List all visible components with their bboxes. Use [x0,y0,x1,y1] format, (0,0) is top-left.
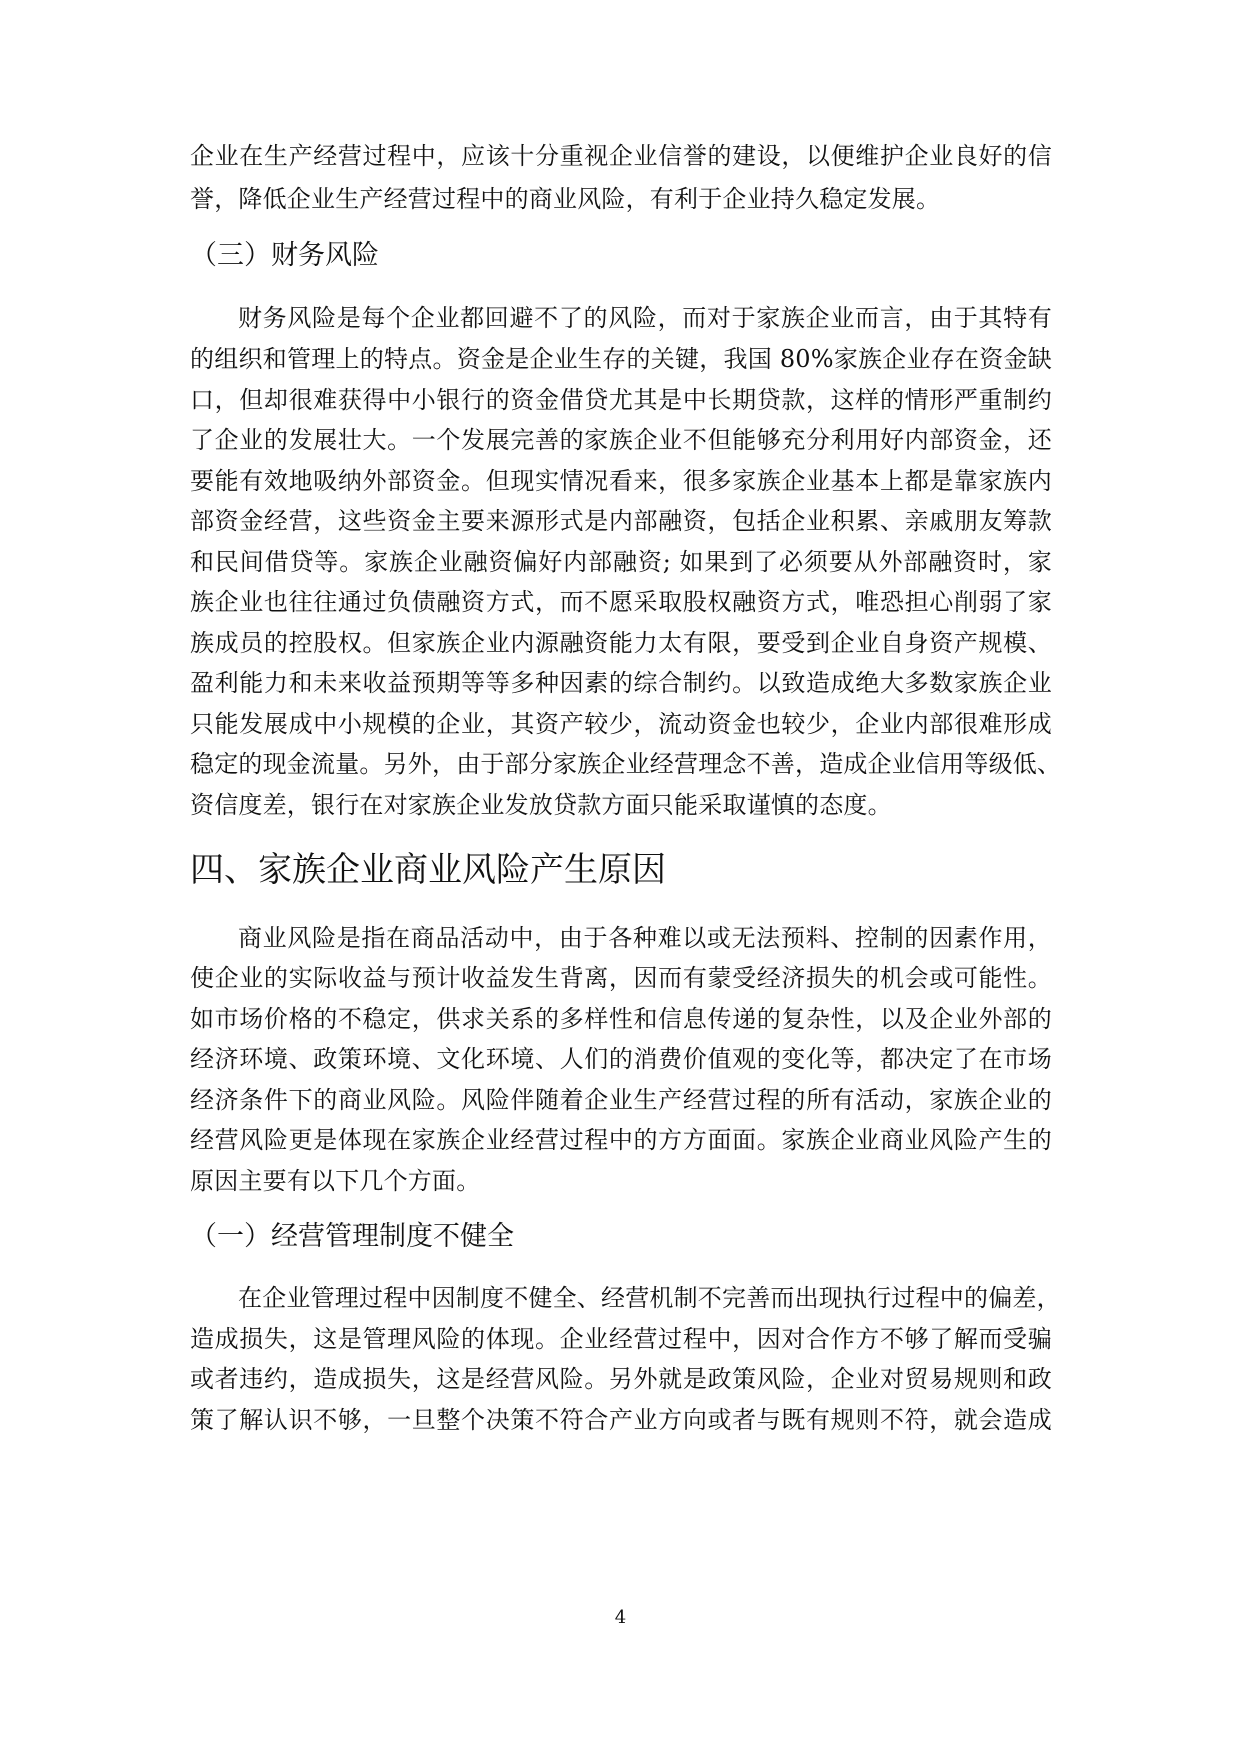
paragraph-line: 要能有效地吸纳外部资金。但现实情况看来，很多家族企业基本上都是靠家族内 [190,467,1052,495]
paragraph-line: 只能发展成中小规模的企业，其资产较少，流动资金也较少，企业内部很难形成 [190,710,1052,738]
paragraph-line: 策了解认识不够，一旦整个决策不符合产业方向或者与既有规则不符，就会造成 [190,1406,1052,1434]
paragraph-line: 部资金经营，这些资金主要来源形式是内部融资，包括企业积累、亲戚朋友筹款 [190,507,1052,535]
paragraph-line: 经济条件下的商业风险。风险伴随着企业生产经营过程的所有活动，家族企业的 [190,1086,1052,1114]
paragraph-line: 口，但却很难获得中小银行的资金借贷尤其是中长期贷款，这样的情形严重制约 [190,386,1052,414]
paragraph-line: 或者违约，造成损失，这是经营风险。另外就是政策风险，企业对贸易规则和政 [190,1365,1052,1393]
chapter-heading: 四、家族企业商业风险产生原因 [190,850,666,890]
paragraph-line: 经营风险更是体现在家族企业经营过程中的方方面面。家族企业商业风险产生的 [190,1126,1052,1154]
paragraph-line: 造成损失，这是管理风险的体现。企业经营过程中，因对合作方不够了解而受骗 [190,1325,1052,1353]
paragraph-line: 原因主要有以下几个方面。 [190,1167,481,1195]
paragraph-line: 企业在生产经营过程中，应该十分重视企业信誉的建设，以便维护企业良好的信 [190,142,1052,170]
paragraph-line: 商业风险是指在商品活动中，由于各种难以或无法预料、控制的因素作用， [238,924,1052,952]
paragraph-line: 资信度差，银行在对家族企业发放贷款方面只能采取谨慎的态度。 [190,791,892,819]
paragraph-line: 盈利能力和未来收益预期等等多种因素的综合制约。以致造成绝大多数家族企业 [190,669,1052,697]
section-heading: （一）经营管理制度不健全 [190,1221,514,1252]
page-number: 4 [614,1607,627,1628]
paragraph-line: 在企业管理过程中因制度不健全、经营机制不完善而出现执行过程中的偏差， [238,1284,1061,1312]
paragraph-line: 了企业的发展壮大。一个发展完善的家族企业不但能够充分利用好内部资金，还 [190,426,1052,454]
paragraph-line: 族企业也往往通过负债融资方式，而不愿采取股权融资方式，唯恐担心削弱了家 [190,588,1052,616]
paragraph-line: 经济环境、政策环境、文化环境、人们的消费价值观的变化等，都决定了在市场 [190,1045,1052,1073]
section-heading: （三）财务风险 [190,240,379,271]
paragraph-line: 和民间借贷等。家族企业融资偏好内部融资; 如果到了必须要从外部融资时，家 [190,548,1052,576]
paragraph-line: 使企业的实际收益与预计收益发生背离，因而有蒙受经济损失的机会或可能性。 [190,964,1052,992]
paragraph-line: 的组织和管理上的特点。资金是企业生存的关键，我国 80%家族企业存在资金缺 [190,345,1052,373]
paragraph-line: 如市场价格的不稳定，供求关系的多样性和信息传递的复杂性，以及企业外部的 [190,1005,1052,1033]
paragraph-line: 财务风险是每个企业都回避不了的风险，而对于家族企业而言，由于其特有 [238,304,1052,332]
paragraph-line: 誉，降低企业生产经营过程中的商业风险，有利于企业持久稳定发展。 [190,185,941,213]
paragraph-line: 稳定的现金流量。另外，由于部分家族企业经营理念不善，造成企业信用等级低、 [190,750,1062,778]
paragraph-line: 族成员的控股权。但家族企业内源融资能力太有限，要受到企业自身资产规模、 [190,629,1052,657]
